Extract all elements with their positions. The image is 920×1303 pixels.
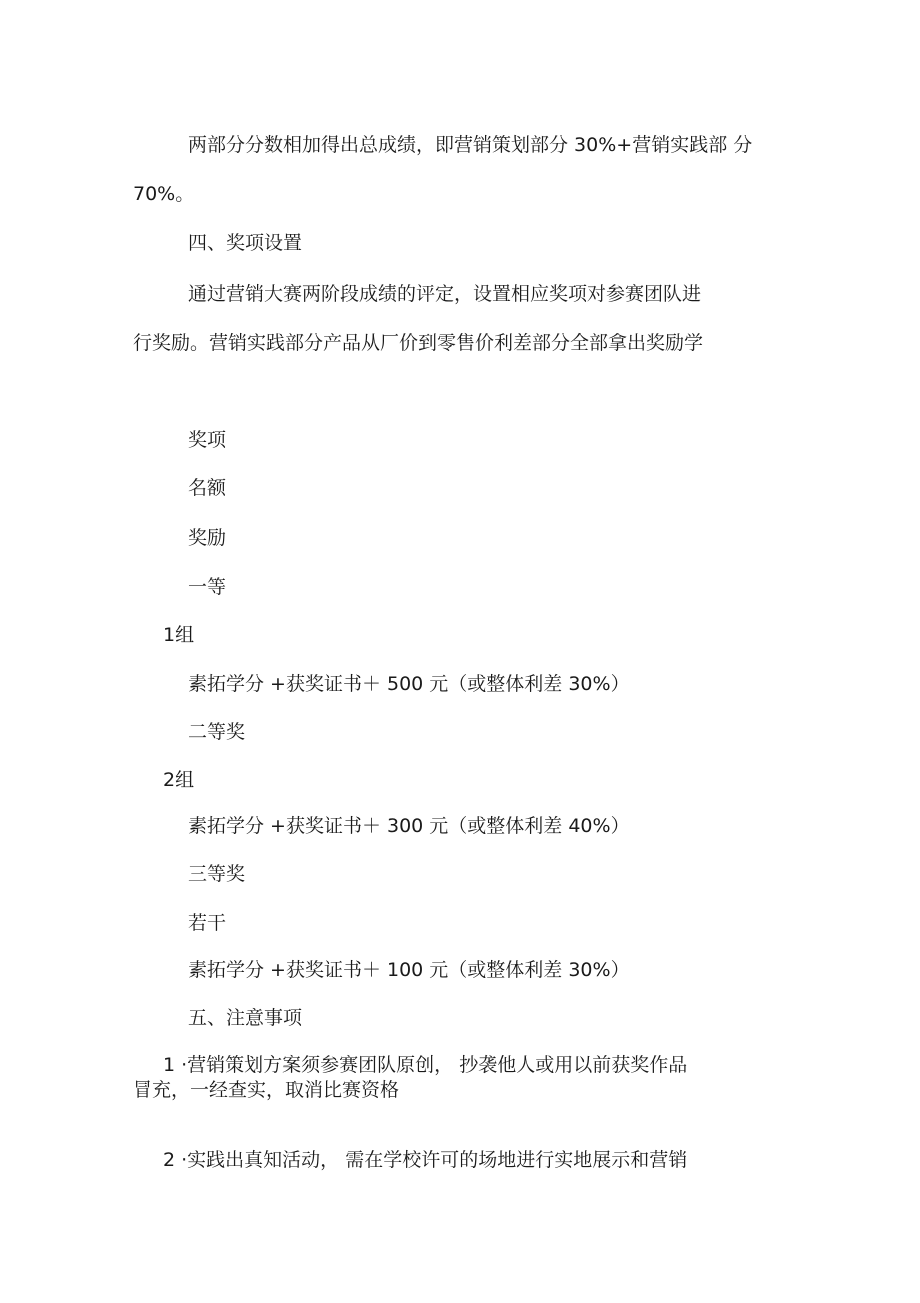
third-prize-reward: 素拓学分 +获奖证书＋ 100 元（或整体利差 30%） <box>188 959 630 981</box>
note-2-line-1: 2 ·实践出真知活动， 需在学校许可的场地进行实地展示和营销 <box>163 1149 688 1171</box>
table-header-award: 奖项 <box>188 429 227 451</box>
second-prize-reward: 素拓学分 +获奖证书＋ 300 元（或整体利差 40%） <box>188 815 630 837</box>
first-prize-reward: 素拓学分 +获奖证书＋ 500 元（或整体利差 30%） <box>188 673 630 695</box>
awards-intro-line-2: 行奖励。营销实践部分产品从厂价到零售价利差部分全部拿出奖励学 <box>133 332 704 354</box>
section-heading-awards: 四、奖项设置 <box>188 232 303 254</box>
score-total-line-2: 70%。 <box>133 183 195 205</box>
second-prize-label: 二等奖 <box>188 721 246 743</box>
section-heading-notes: 五、注意事项 <box>188 1007 303 1029</box>
third-prize-label: 三等奖 <box>188 863 246 885</box>
first-prize-label: 一等 <box>188 576 227 598</box>
table-header-quota: 名额 <box>188 477 227 499</box>
note-1-line-1: 1 ·营销策划方案须参赛团队原创， 抄袭他人或用以前获奖作品 <box>163 1054 688 1076</box>
score-total-line-1: 两部分分数相加得出总成绩，即营销策划部分 30%+营销实践部 分 <box>188 134 753 156</box>
table-header-reward: 奖励 <box>188 527 227 549</box>
note-1-line-2: 冒充，一经查实，取消比赛资格 <box>133 1079 400 1101</box>
awards-intro-line-1: 通过营销大赛两阶段成绩的评定，设置相应奖项对参赛团队进 <box>188 283 702 305</box>
third-prize-quota: 若干 <box>188 912 227 934</box>
first-prize-quota: 1组 <box>163 624 195 646</box>
second-prize-quota: 2组 <box>163 769 195 791</box>
